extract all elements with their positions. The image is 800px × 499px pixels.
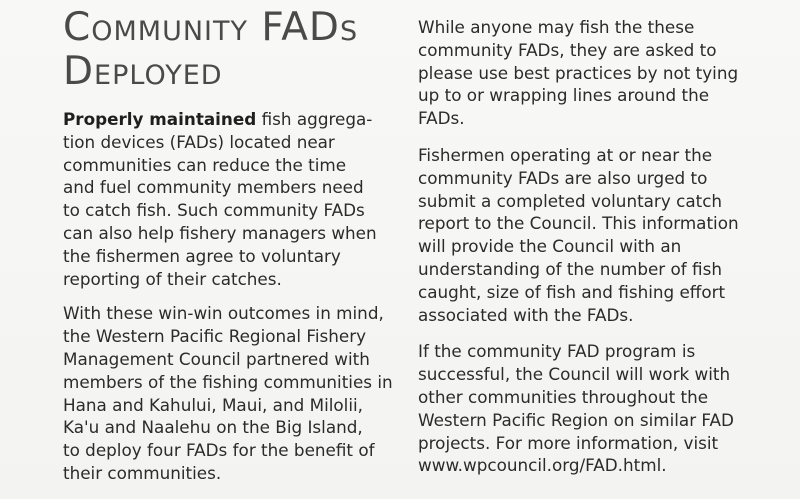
paragraph-line: While anyone may fish the these <box>418 17 695 37</box>
paragraph-line: community FADs, they are asked to <box>418 39 717 60</box>
article-title <box>63 6 399 94</box>
paragraph-catch-report <box>418 144 758 326</box>
paragraph-line: to catch fish. Such community FADs <box>63 200 365 221</box>
paragraph-partnership <box>63 302 399 484</box>
paragraph-line: to deploy four FADs for the benefit of <box>63 440 375 461</box>
paragraph-line: the Western Pacific Regional Fishery <box>63 326 367 347</box>
paragraph-line: tion devices (FADs) located near <box>63 131 335 152</box>
paragraph-line: reporting of their catches. <box>63 268 282 289</box>
paragraph-line: up to or wrapping lines around the <box>418 85 710 106</box>
paragraph-line: Fishermen operating at or near the <box>418 144 713 165</box>
website-link-text: www.wpcouncil.org/FAD.html. <box>418 455 667 476</box>
paragraph-intro <box>63 108 399 290</box>
right-column <box>418 16 758 477</box>
paragraph-line: will provide the Council with an <box>418 236 682 257</box>
paragraph-line: If the community FAD program is <box>418 341 696 362</box>
paragraph-line: the fishermen agree to voluntary <box>63 245 341 266</box>
paragraph-line: community FADs are also urged to <box>418 167 708 188</box>
paragraph-best-practices <box>418 16 758 130</box>
paragraph-line: caught, size of fish and fishing effort <box>418 281 726 302</box>
paragraph-line: report to the Council. This information <box>418 213 739 234</box>
paragraph-line: FADs. <box>418 108 465 129</box>
paragraph-line: understanding of the number of fish <box>418 258 722 279</box>
paragraph-line: members of the fishing communities in <box>63 371 393 392</box>
lead-in-text: Properly maintained <box>63 109 257 129</box>
paragraph-line: Western Pacific Region on similar FAD <box>418 409 734 430</box>
paragraph-program-success <box>418 340 758 477</box>
paragraph-line: and fuel community members need <box>63 177 364 198</box>
paragraph-line: other communities throughout the <box>418 386 709 407</box>
paragraph-line: please use best practices by not tying <box>418 62 739 83</box>
paragraph-line: associated with the FADs. <box>418 304 634 325</box>
article-title-line: Deployed <box>63 49 223 94</box>
left-column <box>63 6 399 485</box>
paragraph-line: With these win-win outcomes in mind, <box>63 303 384 324</box>
paragraph-line: communities can reduce the time <box>63 154 347 175</box>
paragraph-line: projects. For more information, visit <box>418 432 719 453</box>
paragraph-line-text: fish aggrega- <box>256 109 373 129</box>
paragraph-line: their communities. <box>63 462 222 483</box>
paragraph-line: can also help fishery managers when <box>63 222 377 243</box>
paragraph-line <box>63 108 399 131</box>
paragraph-line: Ka'u and Naalehu on the Big Island, <box>63 417 363 438</box>
paragraph-line: submit a completed voluntary catch <box>418 190 723 211</box>
article-title-line: Community FADs <box>63 5 359 50</box>
paragraph-line: successful, the Council will work with <box>418 364 731 385</box>
paragraph-line: Hana and Kahului, Maui, and Milolii, <box>63 394 363 415</box>
paragraph-line: Management Council partnered with <box>63 348 370 369</box>
